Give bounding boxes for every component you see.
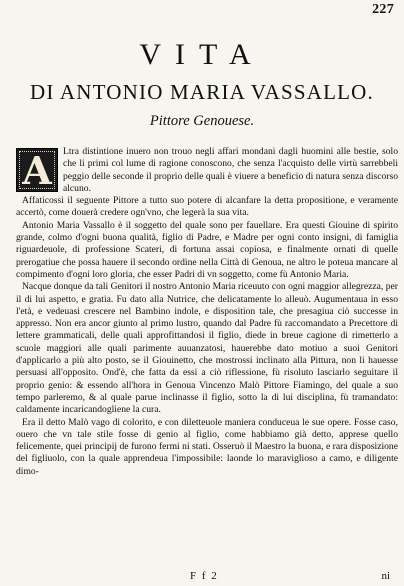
catchword: ni [381,570,390,582]
page-title: VITA [139,38,265,71]
page-subtitle: DI ANTONIO MARIA VASSALLO. [30,80,374,104]
drop-cap-ornament [16,148,58,192]
body-text [16,146,398,478]
page-number: 227 [372,2,394,17]
paragraph-1 [16,146,398,195]
signature-mark: F f 2 [190,570,219,582]
paragraph-text: Ltra distintione inuero non trouo negli affari mondani dagli huomini alle bestie, solo che li primi col lume di ragione conoscono, che senza l'acquisto delle virtù sarrebbeli peggio delle seconde il proprio delle quali è viuere a beneficio di natura senza discorso alcuno. [63,146,398,194]
paragraph-2: Affaticossi il seguente Pittore a tutto suo potere di alcanfare la detta propositione, e veramente accertò, come douerà credere ogn'vno, che legerà la sua vita. [16,195,398,219]
drop-cap-letter: A [22,148,52,192]
paragraph-4: Nacque donque da tali Genitori il nostro Antonio Maria riceuuto con ogni maggior allegrezza, per il di lui aspetto, e gratia. Fu dato alla Nutrice, che delicatamente lo alleuò. Augumentaua in esso l'età, e vedeuasi crescere nel Bambino indole, e disposition tale, che presagiua ciò successe in appresso. Non era ancor giunto al primo lustro, quando dal Padre fù raccomandato a Precettore di lettere grammaticali, delle quali approfittandosi il figlio, diede in breue cagione di rimetterlo a scuole maggiori alle quali parimente auuanzatosi, hauerebbe dato motiuo a suoi Genitori d'applicarlo a più alto posto, se il Giouinetto, che mostrossi inclinato alla Pittura, non li hauesse persuasi all'opposito. Ond'è, che fatta da essi a ciò riflessione, fù risoluto lasciarlo seguitare il proprio genio: & essendo all'hora in Genoua Vincenzo Malò Pittore Fiamingo, del quale a suo tempo parleremo, & al quale parue inclinasse il figlio, sotto la di lui disciplina, fù tramandato: caldamente incaricandogliene la cura. [16,281,398,416]
paragraph-3: Antonio Maria Vassallo è il soggetto del quale sono per fauellare. Era questi Giouine di spirito grande, colmo d'ogni buona qualità, figlio di Padre, e Madre per ogni conto insigni, di famiglia riguardeuole, di professione Scateri, di fortuna assai copiosa, e finalmente ornati di quelle prerogatiue che possa hauere il secondo ordine nella Città di Genoua, ne altro le poteua mancare al compimento d'ogni loro gloria, che esser Padri di vn soggetto, come fù Antonio Maria. [16,219,398,280]
paragraph-5: Era il detto Malò vago di colorito, e con diletteuole maniera conduceua le sue opere. Fosse caso, ouero che vn tale stile fosse di genio al figlio, come habbiamo già detto, apprese quello felicemente, quei principij de furono fermi ni stati. Osseruò il Maestro la buona, e rara disposizione del figliuolo, con la quale apprendeua l'impossibile: laonde lo maraviglioso a camo, e diligente dimo- [16,416,398,477]
section-heading: Pittore Genouese. [149,113,255,129]
